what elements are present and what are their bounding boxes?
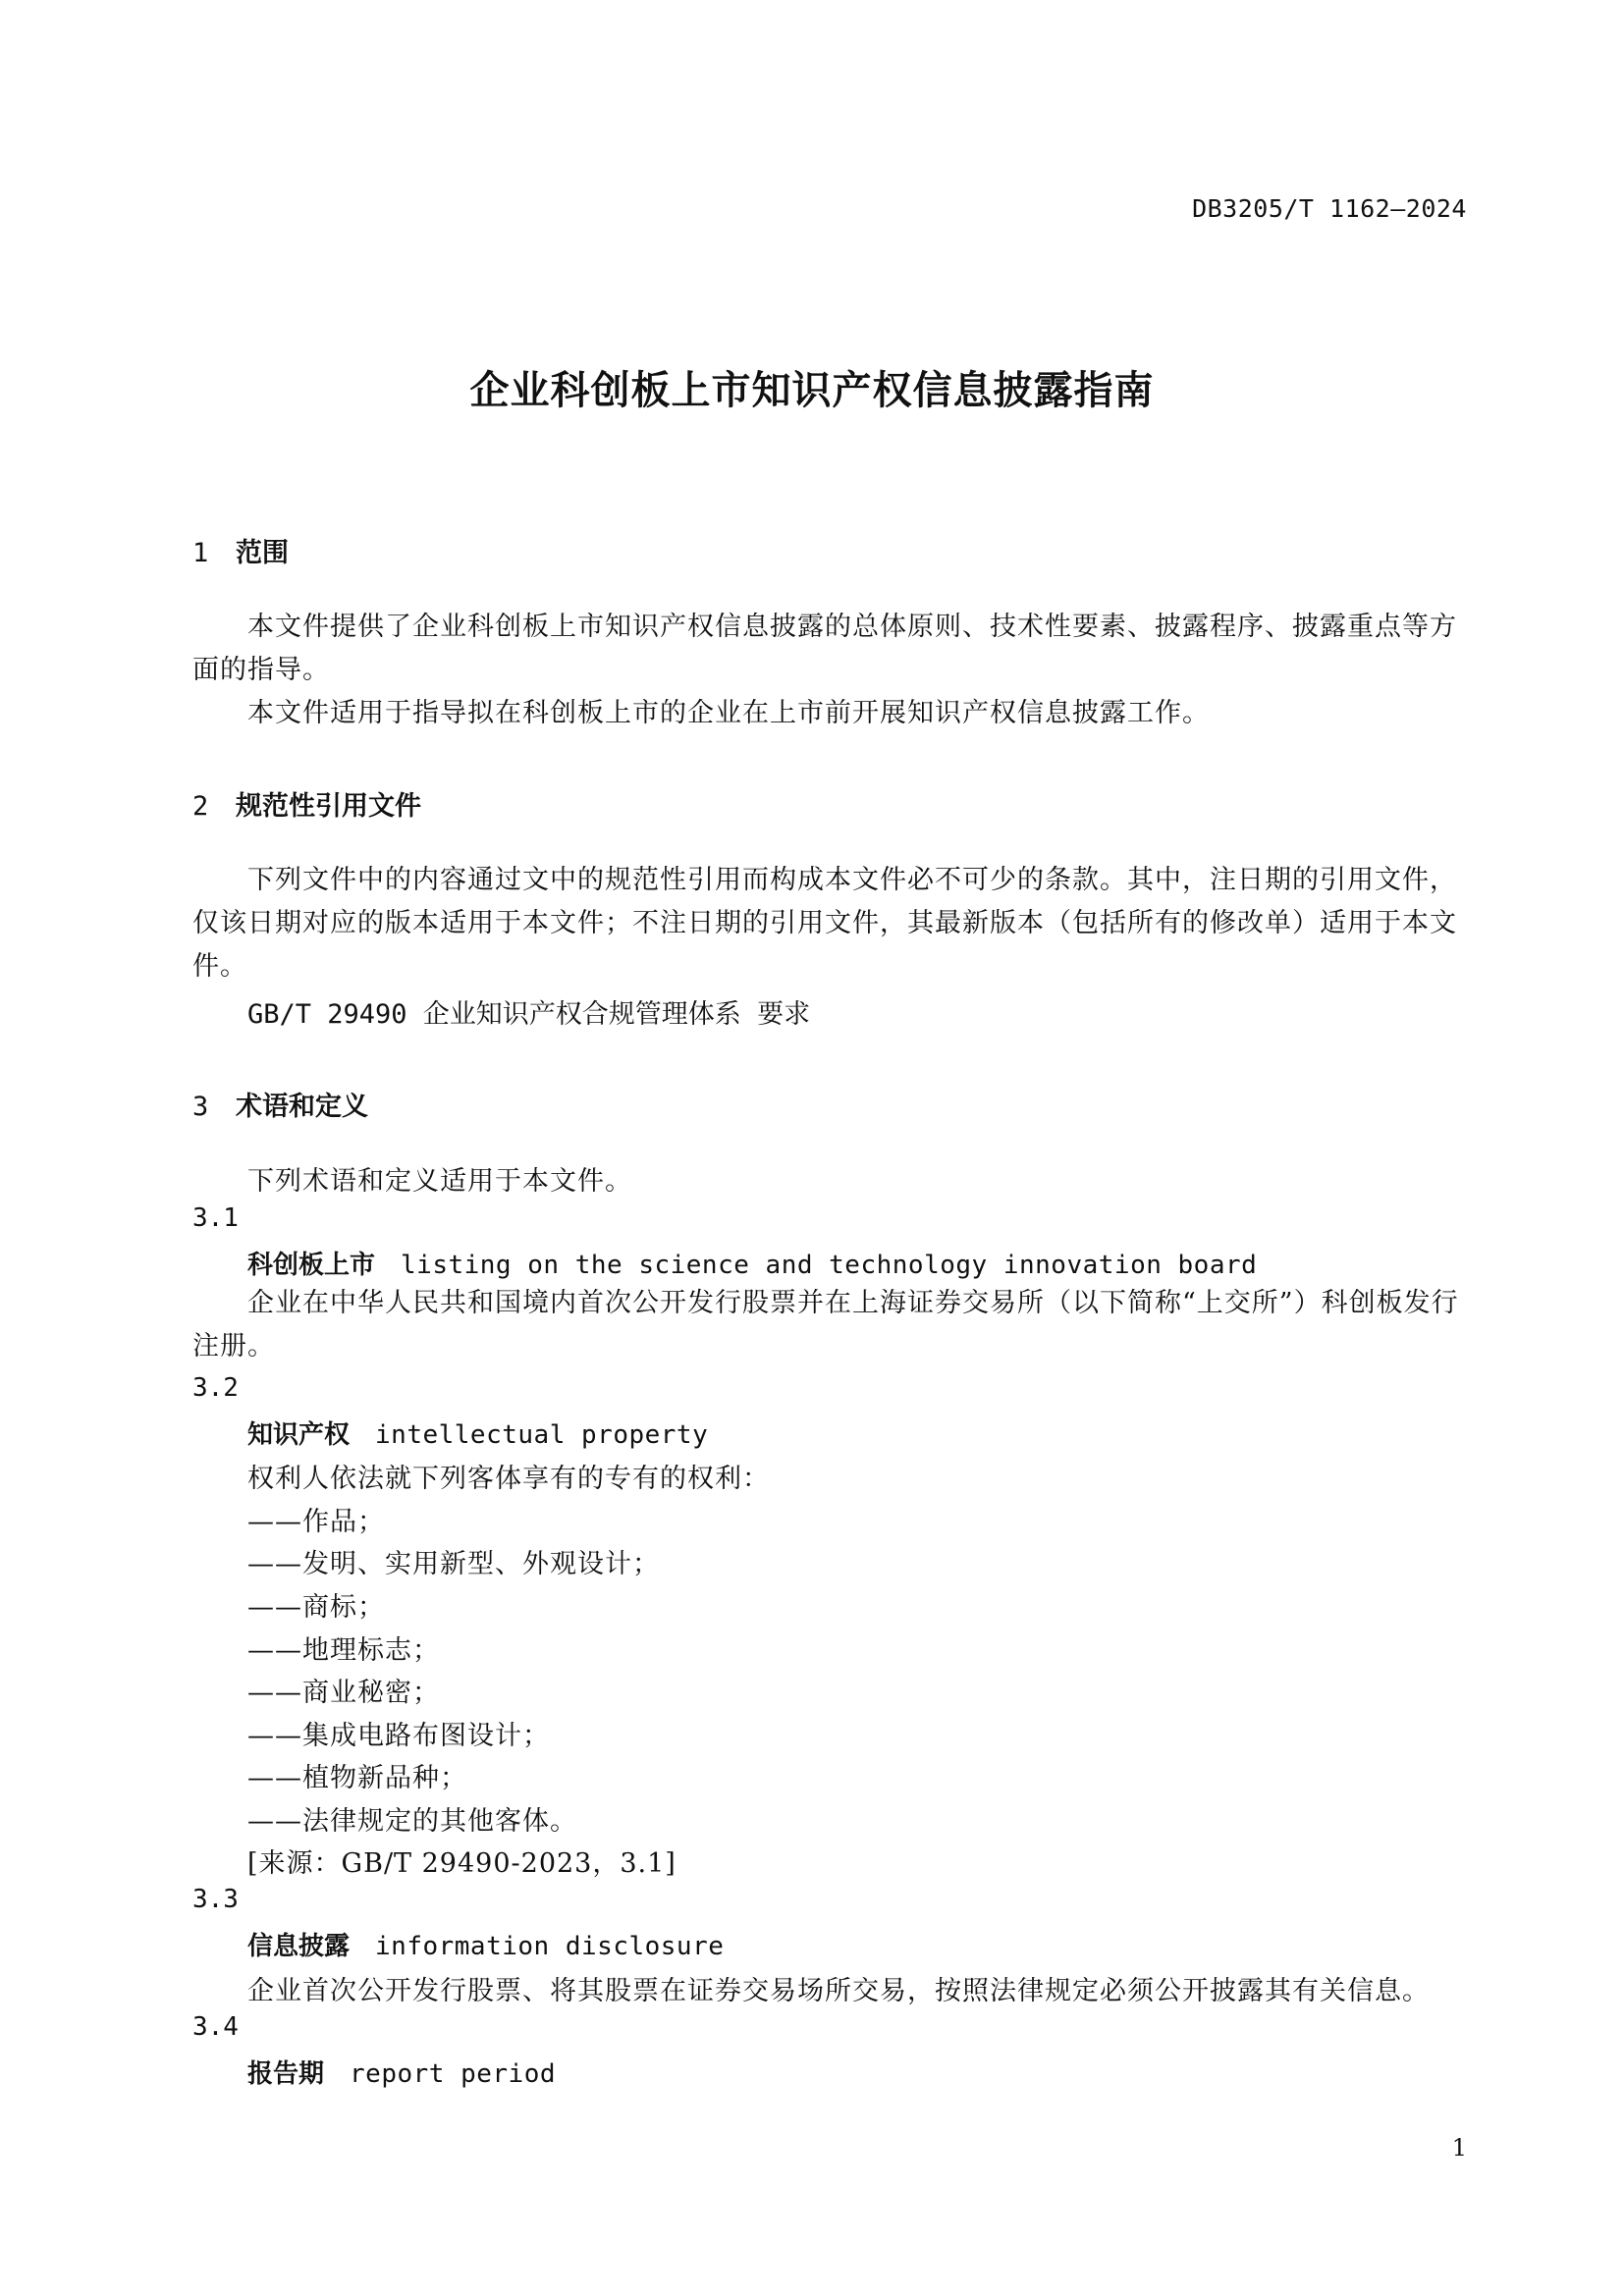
term-zh: 报告期 [247, 2059, 325, 2089]
section-heading-scope [192, 531, 289, 569]
list-item: ——商标； [247, 1592, 385, 1623]
page-number: 1 [1451, 2134, 1467, 2162]
term-en: listing on the science and technology innovation board [401, 1251, 1258, 1280]
section-title: 规范性引用文件 [236, 791, 421, 822]
normative-reference: GB/T 29490 企业知识产权合规管理体系 要求 [247, 999, 811, 1030]
clause-number: 3.4 [192, 2012, 239, 2042]
term-entry [247, 2054, 556, 2090]
paragraph: 下列文件中的内容通过文中的规范性引用而构成本文件必不可少的条款。其中，注日期的引用文件，仅该日期对应的版本适用于本文件；不注日期的引用文件，其最新版本（包括所有的修改单）适用于本文件。 [192, 865, 1457, 982]
list-item: ——集成电路布图设计； [247, 1721, 550, 1751]
list-item: ——作品； [247, 1507, 385, 1537]
section-heading-normative-references [192, 784, 421, 823]
clause-number: 3.2 [192, 1373, 239, 1403]
term-definition: 企业首次公开发行股票、将其股票在证券交易场所交易，按照法律规定必须公开披露其有关信息。 [247, 1976, 1430, 2006]
term-en: report period [350, 2059, 557, 2089]
standard-number: DB3205/T 1162—2024 [1192, 194, 1467, 223]
list-item: ——地理标志； [247, 1635, 440, 1666]
list-item: ——发明、实用新型、外观设计； [247, 1549, 660, 1579]
clause-number: 3.1 [192, 1203, 239, 1233]
term-definition: 权利人依法就下列客体享有的专有的权利： [247, 1464, 770, 1494]
term-entry [247, 1926, 724, 1962]
section-number: 3 [192, 1092, 209, 1122]
term-zh: 知识产权 [247, 1420, 351, 1450]
section-number: 1 [192, 538, 209, 568]
term-en: intellectual property [375, 1420, 709, 1450]
section-number: 2 [192, 791, 209, 822]
document-title: 企业科创板上市知识产权信息披露指南 [469, 368, 1155, 413]
paragraph: 下列术语和定义适用于本文件。 [247, 1166, 632, 1197]
term-entry [247, 1415, 708, 1451]
source-note: [来源：GB/T 29490-2023，3.1] [247, 1848, 677, 1879]
list-item: ——商业秘密； [247, 1678, 440, 1708]
section-title: 术语和定义 [236, 1092, 368, 1122]
term-zh: 科创板上市 [247, 1251, 376, 1280]
term-definition: 企业在中华人民共和国境内首次公开发行股票并在上海证券交易所（以下简称“上交所”）科创板发行注册。 [192, 1288, 1459, 1362]
term-zh: 信息披露 [247, 1932, 351, 1961]
clause-number: 3.3 [192, 1885, 239, 1914]
section-heading-terms-definitions [192, 1085, 368, 1123]
paragraph: 本文件提供了企业科创板上市知识产权信息披露的总体原则、技术性要素、披露程序、披露重点等方面的指导。 [192, 612, 1457, 685]
section-title: 范围 [236, 538, 289, 568]
list-item: ——法律规定的其他客体。 [247, 1806, 577, 1837]
term-entry [247, 1245, 1257, 1281]
list-item: ——植物新品种； [247, 1763, 467, 1793]
term-en: information disclosure [375, 1932, 725, 1961]
paragraph: 本文件适用于指导拟在科创板上市的企业在上市前开展知识产权信息披露工作。 [247, 698, 1210, 728]
